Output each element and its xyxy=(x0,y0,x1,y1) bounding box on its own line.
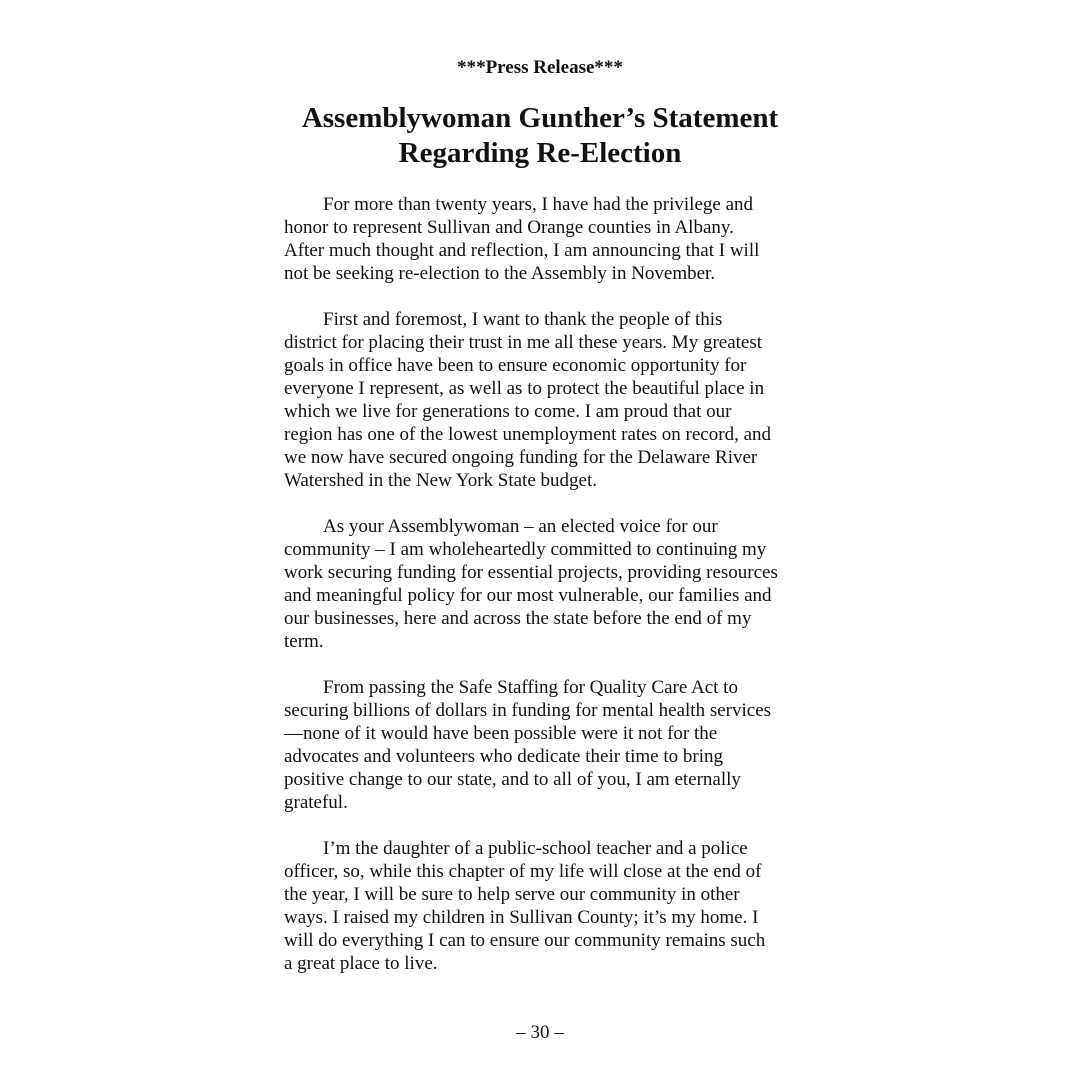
page-title xyxy=(0,101,1080,171)
press-release-kicker: ***Press Release*** xyxy=(457,57,623,78)
paragraph-2: First and foremost, I want to thank the people of this district for placing their trust in me all these years. My greatest goals in office have been to ensure economic opportunity for everyone I represent, as well as to protect the beautiful place in which we live for generations to come. I am proud that our region has one of the lowest unemployment rates on record, and we now have secured ongoing funding for the Delaware River Watershed in the New York State budget. xyxy=(284,309,771,491)
title-line-1: Assemblywoman Gunther’s Statement xyxy=(301,102,779,134)
paragraph-1: For more than twenty years, I have had the privilege and honor to represent Sullivan and Orange counties in Albany. After much thought and reflection, I am announcing that I will not be seeking re-election to the Assembly in November. xyxy=(284,194,760,284)
title-line-2: Regarding Re-Election xyxy=(398,137,682,169)
page-number: – 30 – xyxy=(516,1022,564,1043)
paragraph-5: I’m the daughter of a public-school teacher and a police officer, so, while this chapter of my life will close at the end of the year, I will be sure to help serve our community in other ways. I raised my children in Sullivan County; it’s my home. I will do everything I can to ensure our community remains such a great place to live. xyxy=(284,838,766,974)
paragraph-4: From passing the Safe Staffing for Quality Care Act to securing billions of dollars in funding for mental health services —none of it would have been possible were it not for the advocates and volunteers who dedicate their time to bring positive change to our state, and to all of you, I am eternally grateful. xyxy=(284,677,772,813)
statement-body xyxy=(284,193,804,998)
paragraph-3: As your Assemblywoman – an elected voice for our community – I am wholeheartedly committed to continuing my work securing funding for essential projects, providing resources and meaningful policy for our most vulnerable, our families and our businesses, here and across the state before the end of my term. xyxy=(284,516,778,652)
